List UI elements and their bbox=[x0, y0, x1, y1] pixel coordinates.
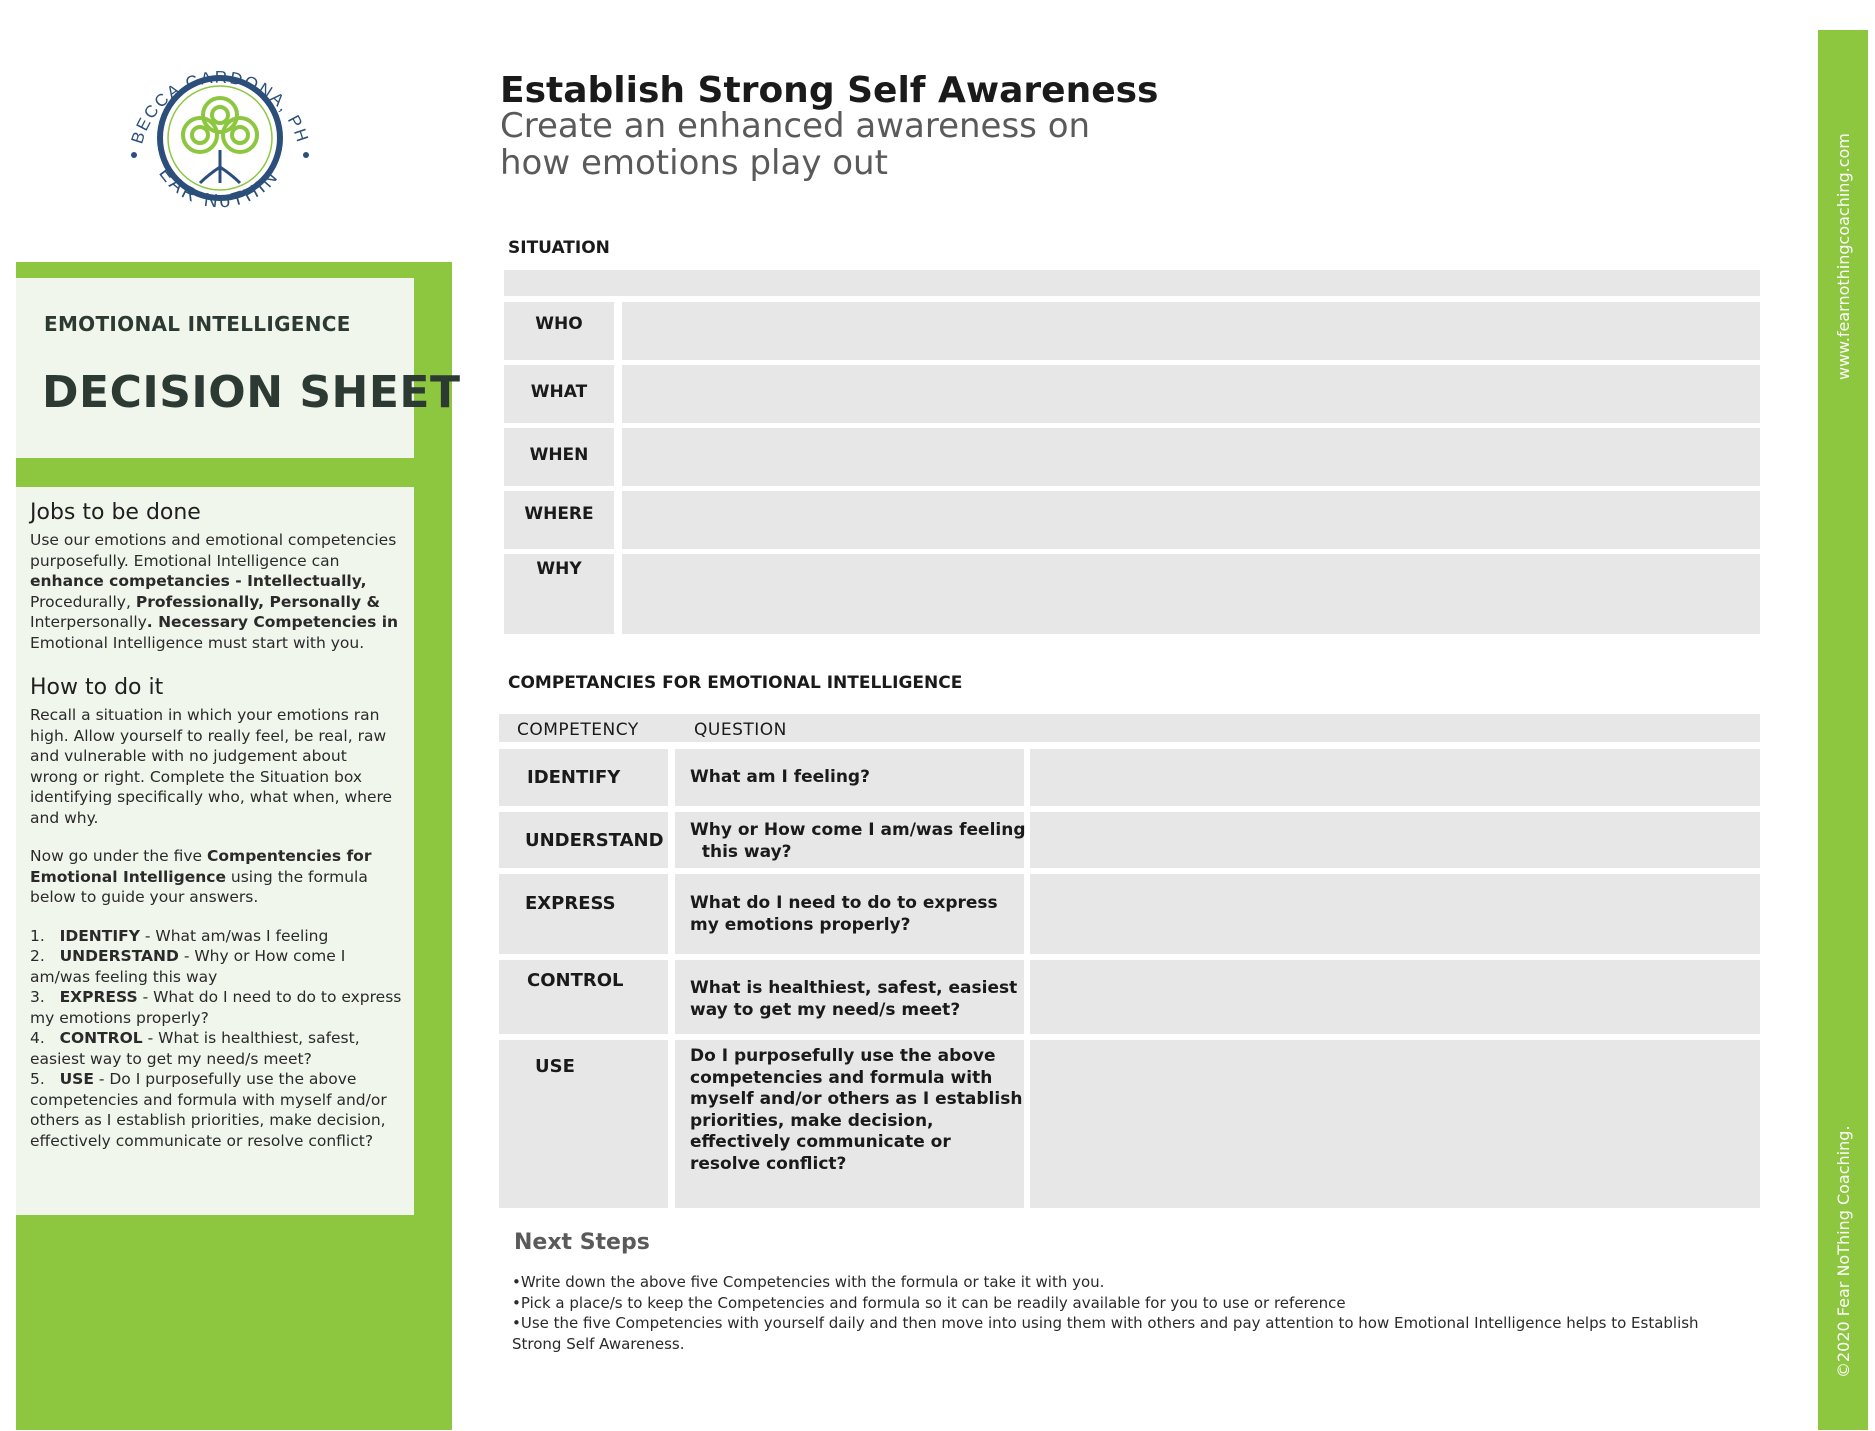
steps-list bbox=[30, 926, 410, 1152]
situation-row-label: WHY bbox=[536, 559, 582, 579]
situation-row-label: WHAT bbox=[530, 382, 588, 402]
competency-name: USE bbox=[535, 1056, 575, 1077]
competency-question: What am I feeling? bbox=[690, 767, 870, 787]
step-item: 1. IDENTIFY - What am/was I feeling bbox=[30, 926, 329, 945]
situation-input-cell[interactable] bbox=[622, 554, 1760, 634]
logo-graphic bbox=[120, 35, 320, 235]
competency-name: EXPRESS bbox=[525, 893, 616, 914]
next-step-item: Strong Self Awareness. bbox=[512, 1334, 685, 1353]
logo-bottom-text: EAR NoTHIN bbox=[154, 163, 284, 213]
competency-header-row bbox=[499, 714, 1760, 742]
col-competency-header: COMPETENCY bbox=[517, 720, 639, 740]
copyright-text: ©2020 Fear NoThing Coaching. bbox=[1834, 1125, 1853, 1378]
competencies-label: COMPETANCIES FOR EMOTIONAL INTELLIGENCE bbox=[508, 673, 963, 693]
competency-answer-cell[interactable] bbox=[1030, 812, 1760, 868]
competency-answer-cell[interactable] bbox=[1030, 874, 1760, 954]
how-text: Recall a situation in which your emotions ran high. Allow yourself to really feel, be real, raw and vulnerable with no judgement about wrong or right. Complete the Situation box identifying specifically who, what when, where and why. bbox=[30, 706, 393, 827]
situation-input-cell[interactable] bbox=[622, 428, 1760, 486]
step-continuation: am/was feeling this way bbox=[30, 967, 218, 986]
sheet-title: DECISION SHEET bbox=[42, 367, 461, 418]
competency-question: What do I need to do to express my emotions properly? bbox=[690, 893, 998, 935]
info-content bbox=[30, 500, 410, 1151]
step-continuation: effectively communicate or resolve conflict? bbox=[30, 1131, 374, 1150]
step-continuation: easiest way to get my need/s meet? bbox=[30, 1049, 312, 1068]
how-text-2: Now go under the five Compentencies for Emotional Intelligence using the formula below to guide your answers. bbox=[30, 847, 372, 906]
website-text: www.fearnothingcoaching.com bbox=[1834, 133, 1853, 380]
jobs-text: Use our emotions and emotional competencies purposefully. Emotional Intelligence can enhance competancies - Intellectually, Procedurally, Professionally, Personally & Interpersonally. Necessary Competencies in Emotional Intelligence must start with you. bbox=[30, 531, 399, 652]
competency-question: Why or How come I am/was feeling this way? bbox=[690, 820, 1026, 862]
jobs-heading: Jobs to be done bbox=[30, 500, 201, 525]
next-step-item: •Write down the above five Competencies with the formula or take it with you. bbox=[512, 1273, 1105, 1291]
col-question-header: QUESTION bbox=[694, 720, 787, 740]
situation-input-cell[interactable] bbox=[622, 491, 1760, 549]
page-title: Establish Strong Self Awareness bbox=[500, 70, 1159, 111]
step-continuation: my emotions properly? bbox=[30, 1008, 209, 1027]
situation-row-label: WHO bbox=[535, 314, 583, 334]
competency-name-cell bbox=[499, 1040, 668, 1208]
step-item: 5. USE - Do I purposefully use the above bbox=[30, 1070, 357, 1088]
competency-question: Do I purposefully use the above competencies and formula with myself and/or others as I establish priorities, make decision, effectively communicate or resolve conflict? bbox=[690, 1046, 1023, 1174]
step-continuation: others as I establish priorities, make decision, bbox=[30, 1111, 386, 1129]
competency-answer-cell[interactable] bbox=[1030, 960, 1760, 1034]
how-heading: How to do it bbox=[30, 675, 164, 700]
step-item: 3. EXPRESS - What do I need to do to express bbox=[30, 988, 402, 1006]
page-subtitle: Create an enhanced awareness on how emotions play out bbox=[500, 106, 1091, 183]
competency-name: CONTROL bbox=[527, 970, 624, 991]
competency-name: IDENTIFY bbox=[527, 767, 621, 788]
step-item: 4. CONTROL - What is healthiest, safest, bbox=[30, 1029, 360, 1047]
step-item: 2. UNDERSTAND - Why or How come I bbox=[30, 947, 346, 965]
next-steps-title: Next Steps bbox=[514, 1230, 650, 1255]
competency-question: What is healthiest, safest, easiest way to get my need/s meet? bbox=[690, 978, 1018, 1020]
next-step-item: •Pick a place/s to keep the Competencies and formula so it can be readily available for you to use or reference bbox=[512, 1293, 1346, 1312]
competency-answer-cell[interactable] bbox=[1030, 1040, 1760, 1208]
situation-top-bar bbox=[504, 270, 1760, 296]
competency-name: UNDERSTAND bbox=[525, 830, 664, 851]
situation-row-label: WHEN bbox=[529, 445, 589, 465]
section-label: EMOTIONAL INTELLIGENCE bbox=[44, 312, 351, 336]
step-continuation: competencies and formula with myself and/or bbox=[30, 1090, 387, 1109]
situation-row-label: WHERE bbox=[524, 504, 594, 524]
logo bbox=[120, 35, 320, 235]
situation-input-cell[interactable] bbox=[622, 302, 1760, 360]
competency-name-cell bbox=[499, 874, 668, 954]
situation-label: SITUATION bbox=[508, 238, 610, 258]
logo-top-text: BECCA CARDONA, PH bbox=[127, 67, 313, 146]
next-steps-list bbox=[512, 1272, 1712, 1354]
next-step-item: •Use the five Competencies with yourself daily and then move into using them with others and pay attention to how Emotional Intelligence helps to Establish bbox=[512, 1314, 1699, 1332]
situation-input-cell[interactable] bbox=[622, 365, 1760, 423]
competency-answer-cell[interactable] bbox=[1030, 749, 1760, 806]
